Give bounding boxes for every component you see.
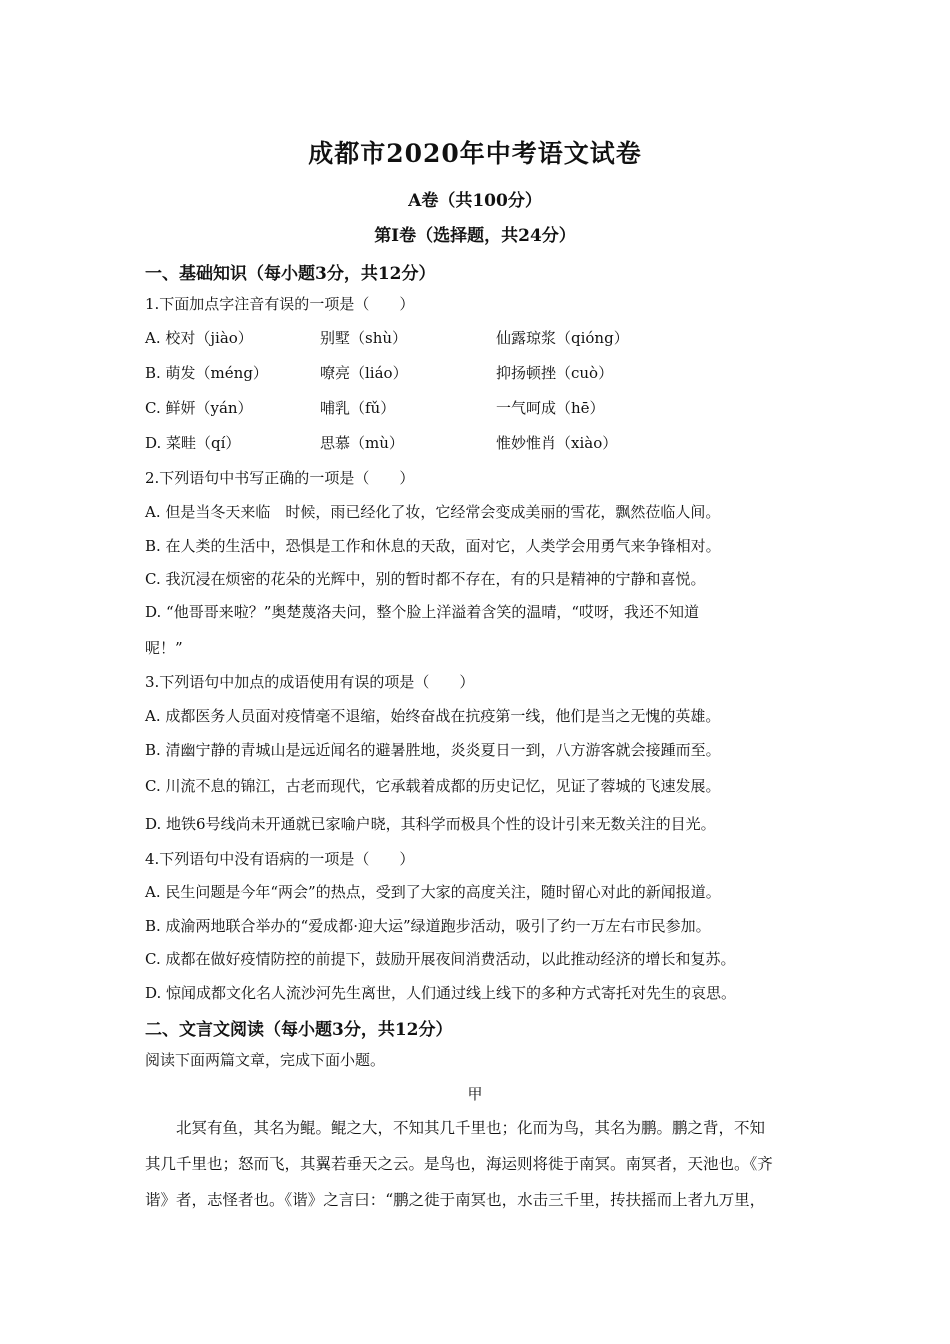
q2-option-b: B. 在人类的生活中，恐惧是工作和休息的天敌，面对它，人类学会用勇气来争锋相对。 [145,537,721,555]
section-1-heading: 一、基础知识（每小题3分，共12分） [145,264,436,284]
section-2-heading: 二、文言文阅读（每小题3分，共12分） [145,1020,453,1040]
q4-option-b: B. 成渝两地联合举办的“爱成都·迎大运”绿道跑步活动，吸引了约一万左右市民参加。 [145,917,711,935]
passage-line-2: 其几千里也；怒而飞，其翼若垂天之云。是鸟也，海运则将徙于南冥。南冥者，天池也。《齐 [145,1155,773,1173]
q3-stem: 3.下列语句中加点的成语使用有误的项是（ ） [145,673,475,691]
passage-label: 甲 [467,1085,483,1103]
q1-option-d-col3: 惟妙惟肖（xiào） [496,434,618,452]
q1-option-c-col3: 一气呵成（hē） [496,399,605,417]
q3-option-b: B. 清幽宁静的青城山是远近闻名的避暑胜地，炎炎夏日一到，八方游客就会接踵而至。 [145,741,721,759]
q1-option-a-col1: A. 校对（jiào） [145,329,253,347]
q1-option-b-col2: 嘹亮（liáo） [320,364,408,382]
q3-option-d: D. 地铁6号线尚未开通就已家喻户晓，其科学而极具个性的设计引来无数关注的目光。 [145,815,716,833]
section-2-intro: 阅读下面两篇文章，完成下面小题。 [145,1051,386,1069]
q1-option-a-col3: 仙露琼浆（qióng） [496,329,629,347]
q3-option-a: A. 成都医务人员面对疫情毫不退缩，始终奋战在抗疫第一线，他们是当之无愧的英雄。 [145,707,721,725]
q2-option-a: A. 但是当冬天来临 时候，雨已经化了妆，它经常会变成美丽的雪花，飘然莅临人间。 [145,503,721,521]
q3-option-c: C. 川流不息的锦江，古老而现代，它承载着成都的历史记忆，见证了蓉城的飞速发展。 [145,777,721,795]
q1-stem: 1.下面加点字注音有误的一项是（ ） [145,295,415,313]
q1-option-a-col2: 别墅（shù） [320,329,408,347]
q4-stem: 4.下列语句中没有语病的一项是（ ） [145,850,415,868]
q4-option-a: A. 民生问题是今年“两会”的热点，受到了大家的高度关注，随时留心对此的新闻报道。 [145,883,721,901]
volume-a-heading: A卷（共100分） [408,191,542,211]
q4-option-d: D. 惊闻成都文化名人流沙河先生离世，人们通过线上线下的多种方式寄托对先生的哀思。 [145,984,737,1002]
q1-option-d-col1: D. 菜畦（qí） [145,434,241,452]
q2-option-d-continued: 呢！” [145,639,183,657]
q1-option-d-col2: 思慕（mù） [320,434,404,452]
q2-option-c: C. 我沉浸在烦密的花朵的光辉中，别的暂时都不存在，有的只是精神的宁静和喜悦。 [145,570,706,588]
q4-option-c: C. 成都在做好疫情防控的前提下，鼓励开展夜间消费活动，以此推动经济的增长和复苏。 [145,950,736,968]
q1-option-c-col1: C. 鲜妍（yán） [145,399,253,417]
passage-line-1: 北冥有鱼，其名为鲲。鲲之大，不知其几千里也；化而为鸟，其名为鹏。鹏之背，不知 [176,1119,766,1137]
exam-title: 成都市2020年中考语文试卷 [308,139,642,168]
passage-line-3: 谐》者，志怪者也。《谐》之言曰：“鹏之徙于南冥也，水击三千里，抟扶摇而上者九万里， [145,1191,766,1209]
q1-option-b-col3: 抑扬顿挫（cuò） [496,364,614,382]
part-1-heading: 第Ⅰ卷（选择题，共24分） [374,226,576,246]
q1-option-b-col1: B. 萌发（méng） [145,364,268,382]
q1-option-c-col2: 哺乳（fǔ） [320,399,396,417]
q2-stem: 2.下列语句中书写正确的一项是（ ） [145,469,415,487]
q2-option-d: D. “他哥哥来啦？”奥楚蔑洛夫问，整个脸上洋溢着含笑的温晴，“哎呀，我还不知道 [145,603,700,621]
